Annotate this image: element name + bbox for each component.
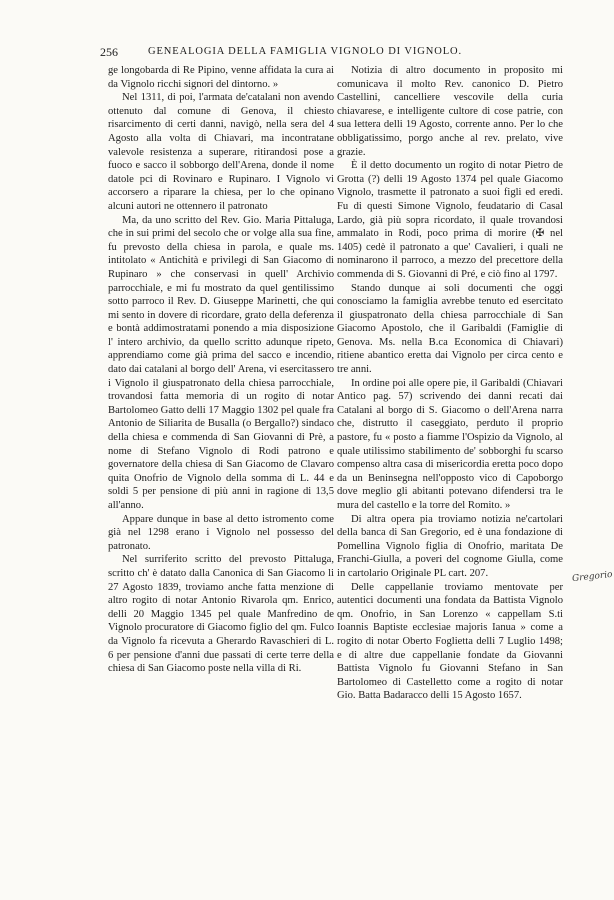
paragraph: Di altra opera pia troviamo notizia ne'cartolari della banca di San Gregorio, ed è una fondazione di Pomellina Vignolo figlia di Onofrio, maritata De Franchi-Giulla, a poveri del cognome Giulla, come in cartolario Originale PL cart. 207. — [337, 513, 563, 579]
paragraph: Delle cappellanie troviamo mentovate per autentici documenti una fondata da Battista Vignolo qm. Onofrio, in San Lorenzo « cappellam S.ti Ioannis Baptiste ecclesiae majoris Ianua » come a rogito di notar Oberto Foglietta delli 7 Luglio 1498; e di altre due cappellanie fondate da Giovanni Battista Vignolo fu Giovanni Stefano in San Bartolomeo di Castelletto come a rogito di notar Gio. Batta Badaracco delli 15 Agosto 1657. — [337, 581, 563, 702]
paragraph: Appare dunque in base al detto istromento come già nel 1298 erano i Vignolo nel possesso del patronato. — [108, 513, 334, 552]
running-title: GENEALOGIA DELLA FAMIGLIA VIGNOLO DI VIGNOLO. — [148, 46, 463, 57]
page-header — [100, 44, 514, 60]
paragraph: In ordine poi alle opere pie, il Garibaldi (Chiavari Antico pag. 57) scrivendo dei danni recati dai Catalani al borgo di S. Giacomo o dell'Arena narra che, distrutto il caseggiato, perduto il proprio pastore, fu « posto a fiamme l'Ospizio da Vignolo, al quale utilissimo stabilimento de' sobborghi fu scarso compenso altra casa di misericordia eretta poco dopo da un Beninsegna nell'opposto vico di Capoborgo dove meglio gli abitanti potevano difendersi tra le mura del castello e la torre del Romito. » — [337, 377, 563, 511]
paragraph: Nel 1311, di poi, l'armata de'catalani non avendo ottenuto dal comune di Genova, il chiesto risarcimento di certi danni, navigò, nella sera del 4 Agosto alla volta di Chiavari, ma incontratane valevole resistenza a superare, ritirandosi pose a fuoco e sacco il sobborgo dell'Arena, donde il nome datole pci di Rovinaro e Rupinaro. I Vignolo vi accorsero a riparare la chiesa, per lo che opinano alcuni autori ne ottennero il patronato — [108, 92, 334, 212]
handwritten-margin-note: Gregorio — [571, 569, 614, 585]
right-column — [337, 64, 563, 703]
page-number: 256 — [100, 45, 118, 59]
left-column — [108, 64, 334, 676]
paragraph: Stando dunque ai soli documenti che oggi conosciamo la famiglia avrebbe tenuto ed esercitato il giuspatronato della chiesa parrocchiale di San Giacomo Apostolo, che il Garibaldi (Famiglie di Genova. Ms. nella B.ca Economica di Chiavari) ritiene abantico eretta dai Vignolo per circa cento e tre anni. — [337, 282, 563, 376]
paragraph: ge longobarda di Re Pipino, venne affidata la cura ai da Vignolo ricchi signori del dintorno. » — [108, 65, 334, 90]
paragraph: Notizia di altro documento in proposito mi comunicava il molto Rev. canonico D. Pietro Castellini, cancelliere vescovile della curia chiavarese, e intelligente cultore di cose patrie, con sua lettera delli 19 Agosto, corrente anno. Per lo che obbligatissimo, porgo anche al rev. prelato, vive grazie. — [337, 65, 563, 158]
paragraph: Nel surriferito scritto del prevosto Pittaluga, scritto ch' è datato dalla Canonica di San Giacomo li 27 Agosto 1839, troviamo anche fatta menzione di altro rogito di notar Antonio Rivarola qm. Enrico, delli 20 Maggio 1345 pel quale Manfredino de Vignolo procuratore di Giacomo figlio del qm. Fulco da Vignolo fa ricevuta a Gherardo Ravaschieri di L. 6 per pensione d'anni due passati di certe terre della chiesa di San Giacomo poste nella villa di Ri. — [108, 554, 334, 675]
paragraph: È il detto documento un rogito di notar Pietro de Grotta (?) delli 19 Agosto 1374 pel quale Giacomo Vignolo, trasmette il patronato a suoi figli ed eredi. Fu di questi Simone Vignolo, feudatario di Casal Lardo, già più sopra ricordato, il quale trovandosi ammalato in Rodi, poco prima di morire (✠ nel 1405) cedè il patronato a que' Cavalieri, i quali ne nominarono il parroco, a mezzo del precettore della commenda di S. Giovanni di Pré, e ciò fino al 1797. — [337, 160, 563, 280]
paragraph: Ma, da uno scritto del Rev. Gio. Maria Pittaluga, che in sui primi del secolo che or volge alla sua fine, fu prevosto della chiesa in parola, e quale ms. intitolato « Antichità e privilegi di San Giacomo di Rupinaro » che conservasi in quell' Archivio parrocchiale, e mi fu mostrato da quel gentilissimo sotto parroco il Rev. D. Giuseppe Marinetti, che qui mi sento in dovere di ricordare, grato della deferenza e bontà addimostratami ponendo a mia disposizione l' intero archivio, da quello scritto adunque ripeto, apprendiamo come già prima del sacco e incendio, dato dai catalani al borgo dell' Arena, vi esercitassero i Vignolo il giuspatronato della chiesa parrocchiale, trovandosi fatta memoria di un rogito di notar Bartolomeo Gatto delli 17 Maggio 1302 pel quale fra Antonio de Siliarita de Busalla (o Bergallo?) sindaco della chiesa e commenda di San Giovanni di Prè, a nome di Stefano Vignolo di Rodi patrono e governatore della chiesa di San Giacomo de Clavaro quita Onofrio de Vignolo della somma di L. 44 e soldi 5 per pensione di più anni in ragione di 13,5 all'anno. — [108, 214, 334, 511]
